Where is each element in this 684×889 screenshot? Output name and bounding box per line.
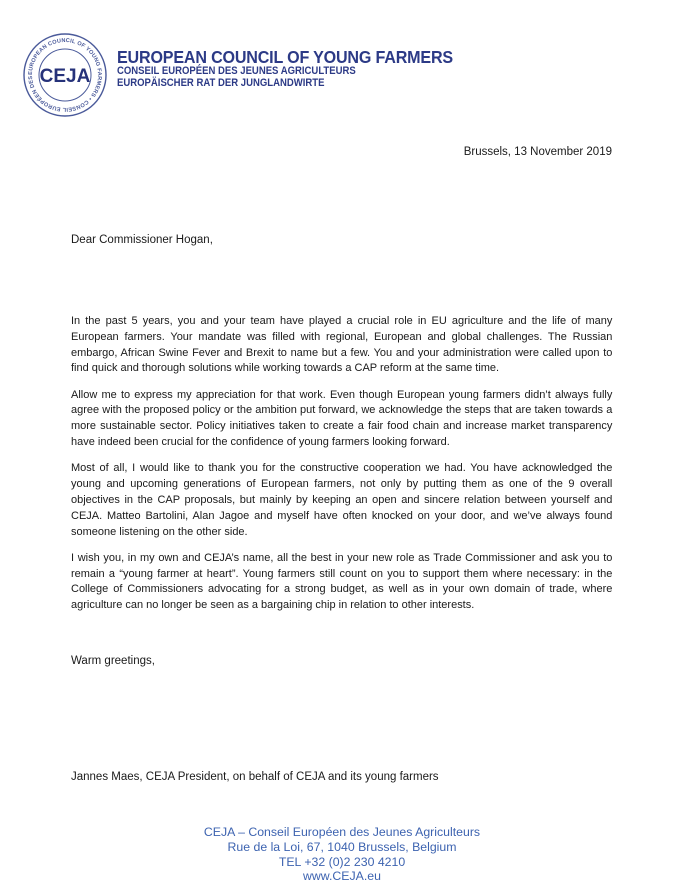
ceja-seal-logo	[22, 32, 108, 118]
seal-ring-text: EUROPEAN COUNCIL OF YOUNG FARMERS • CONSEIL EUROPÉEN DES	[27, 37, 103, 113]
paragraph-4: I wish you, in my own and CEJA’s name, all the best in your new role as Trade Commissioner and ask you to remain a “young farmer at heart”. Young farmers still count on you to support them where necessary: in the College of Commissioners advocating for a strong budget, as well as in your own domain of trade, where agriculture can no longer be seen as a bargaining chip in relation to other interests.	[71, 551, 613, 612]
salutation: Dear Commissioner Hogan,	[71, 234, 213, 246]
org-name-fr: CONSEIL EUROPÉEN DES JEUNES AGRICULTEURS	[117, 65, 356, 77]
paragraph-1: In the past 5 years, you and your team have played a crucial role in EU agriculture and the life of many European farmers. Your mandate was filled with regional, European and global challenges. The Russian embargo, African Swine Fever and Brexit to name but a few. You and your administration were called upon to find quick and thorough solutions while working towards a CAP reform at the same time.	[71, 315, 613, 375]
footer-address: Rue de la Loi, 67, 1040 Brussels, Belgium	[227, 839, 457, 854]
seal-icon	[22, 32, 108, 118]
org-name: EUROPEAN COUNCIL OF YOUNG FARMERS	[117, 47, 453, 67]
closing: Warm greetings,	[71, 655, 155, 667]
signature: Jannes Maes, CEJA President, on behalf of CEJA and its young farmers	[71, 771, 439, 783]
seal-logo-text: CEJA	[39, 66, 91, 87]
footer	[0, 825, 684, 884]
letter-date: Brussels, 13 November 2019	[463, 146, 612, 158]
org-name-de: EUROPÄISCHER RAT DER JUNGLANDWIRTE	[117, 76, 325, 89]
letter-body	[71, 314, 612, 625]
letterhead-org	[117, 48, 482, 89]
paragraph-2: Allow me to express my appreciation for that work. Even though European young farmers didn’t always fully agree with the proposed policy or the ambition put forward, we acknowledge the steps that are taken towards a more sustainable sector. Policy initiatives taken to create a fair food chain and increase market transparency have indeed been crucial for the confidence of young farmers looking forward.	[71, 388, 613, 449]
footer-website[interactable]: www.CEJA.eu	[303, 869, 381, 884]
paragraph-3: Most of all, I would like to thank you for the constructive cooperation we had. You have acknowledged the young and upcoming generations of European farmers, not only by putting them as one of the 9 overall objectives in the CAP proposals, but mainly by keeping an open and sincere relation between yourself and CEJA. Matteo Bartolini, Alan Jagoe and myself have often knocked on your door, and we’ve always found someone listening on the other side.	[71, 462, 613, 538]
footer-org-name: CEJA – Conseil Européen des Jeunes Agriculteurs	[203, 825, 481, 839]
footer-phone: TEL +32 (0)2 230 4210	[278, 854, 406, 869]
